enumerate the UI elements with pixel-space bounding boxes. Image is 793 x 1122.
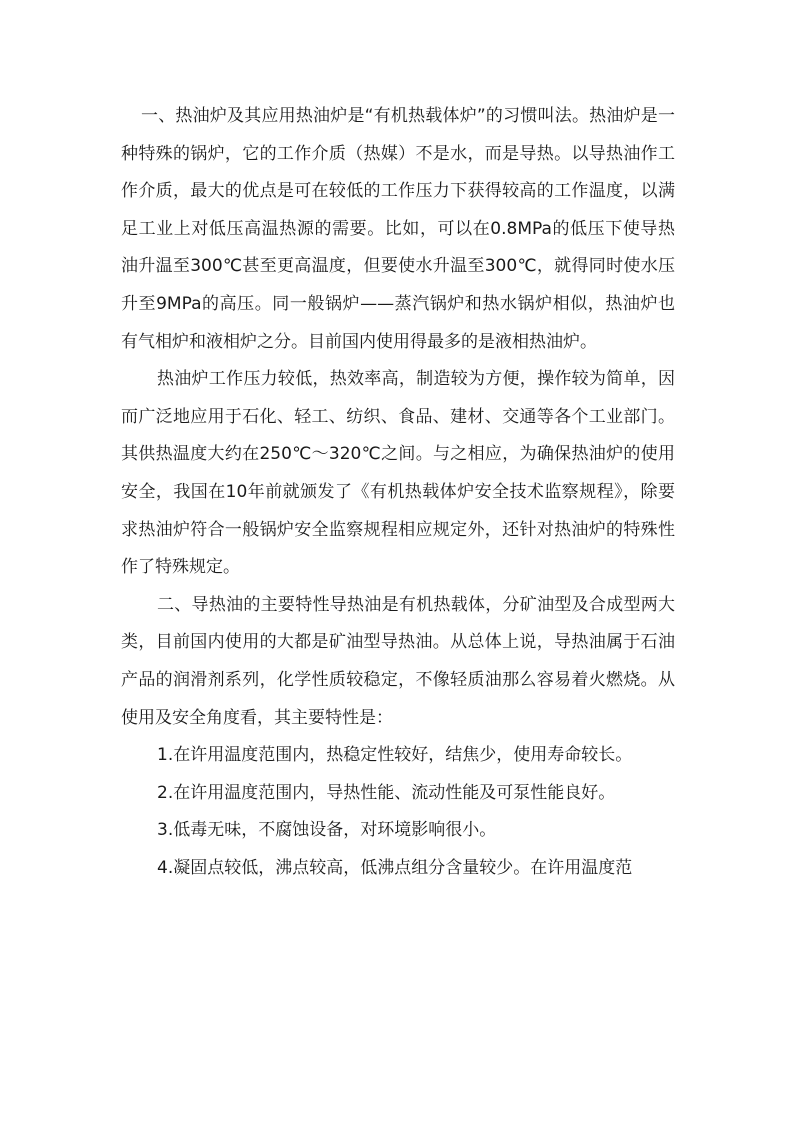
list-item-property-3: 3.低毒无味，不腐蚀设备，对环境影响很小。 bbox=[157, 820, 497, 841]
paragraph-heat-oil-furnace-applications: 热油炉工作压力较低，热效率高，制造较为方便，操作较为简单，因而广泛地应用于石化、轻工、纺织、食品、建材、交通等各个工业部门。其供热温度大约在250℃～320℃之间。与之相应，为确保热油炉的使用安全，我国在10年前就颁发了《有机热载体炉安全技术监察规程》，除要求热油炉符合一般锅炉安全监察规程相应规定外，还针对热油炉的特殊性作了特殊规定。 bbox=[121, 369, 675, 578]
paragraph-heat-transfer-oil-properties: 二、导热油的主要特性导热油是有机热载体，分矿油型及合成型两大类，目前国内使用的大都是矿油型导热油。从总体上说，导热油属于石油产品的润滑剂系列，化学性质较稳定，不像轻质油那么容易着火燃烧。从使用及安全角度看，其主要特性是： bbox=[121, 594, 675, 728]
list-item-property-1: 1.在许用温度范围内，热稳定性较好，结焦少，使用寿命较长。 bbox=[157, 745, 633, 766]
list-item-property-4: 4.凝固点较低，沸点较高，低沸点组分含量较少。在许用温度范 bbox=[157, 857, 633, 878]
paragraph-heat-oil-furnace-intro: 一、热油炉及其应用热油炉是“有机热载体炉”的习惯叫法。热油炉是一种特殊的锅炉，它的工作介质（热媒）不是水，而是导热。以导热油作工作介质，最大的优点是可在较低的工作压力下获得较高的工作温度，以满足工业上对低压高温热源的需要。比如，可以在0.8MPa的低压下使导热油升温至300℃甚至更高温度，但要使水升温至300℃，就得同时使水压升至9MPa的高压。同一般锅炉——蒸汽锅炉和热水锅炉相似，热油炉也有气相炉和液相炉之分。目前国内使用得最多的是液相热油炉。 bbox=[121, 106, 675, 352]
list-item-property-2: 2.在许用温度范围内，导热性能、流动性能及可泵性能良好。 bbox=[157, 782, 616, 803]
document-page bbox=[121, 98, 675, 887]
